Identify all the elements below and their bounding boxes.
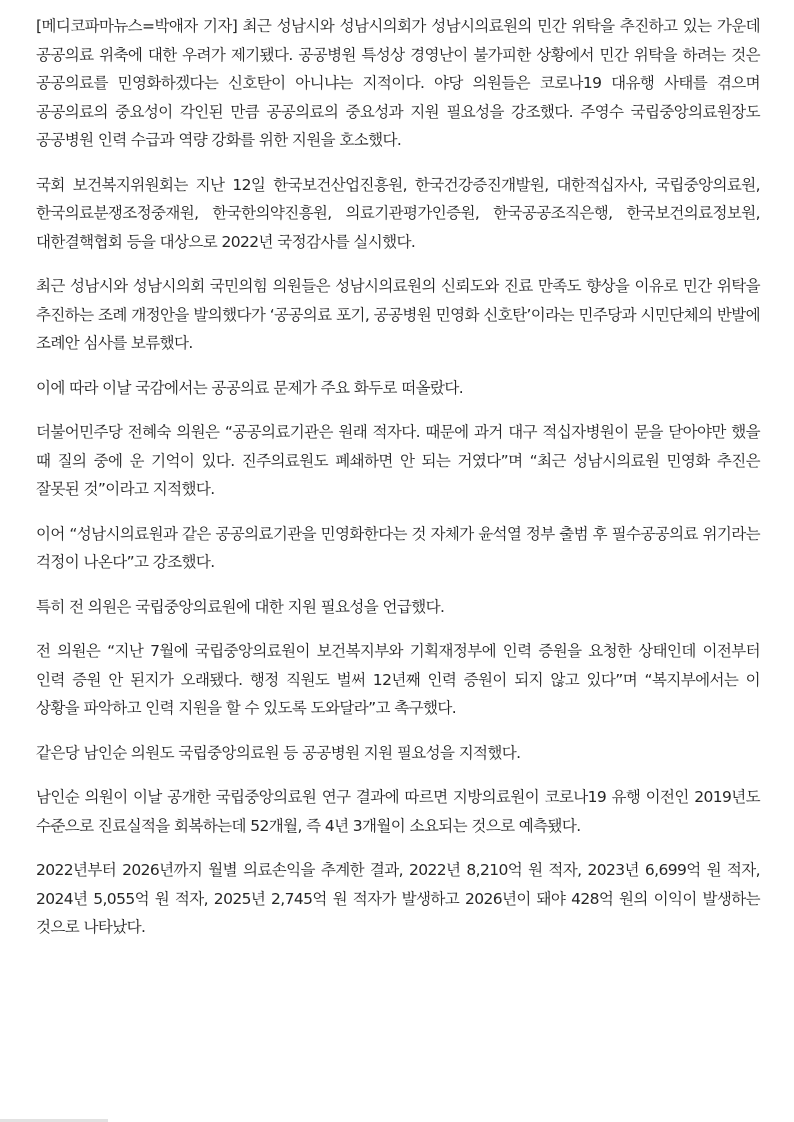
article-paragraph: 전 의원은 “지난 7월에 국립중앙의료원이 보건복지부와 기획재정부에 인력 증원을 요청한 상태인데 이전부터 인력 증원 안 된지가 오래됐다. 행정 직원도 벌써 12년째 인력 증원이 되지 않고 있다”며 “복지부에서는 이 상황을 파악하고 인력 지원을 할 수 있도록 도와달라”고 촉구했다. bbox=[36, 642, 760, 717]
article-paragraph: 이어 “성남시의료원과 같은 공공의료기관을 민영화한다는 것 자체가 윤석열 정부 출범 후 필수공공의료 위기라는 걱정이 나온다”고 강조했다. bbox=[36, 524, 760, 571]
article-paragraph-intro: [메디코파마뉴스=박애자 기자] 최근 성남시와 성남시의회가 성남시의료원의 민간 위탁을 추진하고 있는 가운데 공공의료 위축에 대한 우려가 제기됐다. 공공병원 특성상 경영난이 불가피한 상황에서 민간 위탁을 하려는 것은 공공의료를 민영화하겠다는 신호탄이 아니냐는 지적이다. 야당 의원들은 코로나19 대유행 사태를 겪으며 공공의료의 중요성이 각인된 만큼 공공의료의 중요성과 지원 필요성을 강조했다. 주영수 국립중앙의료원장도 공공병원 인력 수급과 역량 강화를 위한 지원을 호소했다. bbox=[36, 17, 760, 149]
article-body bbox=[36, 12, 760, 958]
article-paragraph: 더불어민주당 전혜숙 의원은 “공공의료기관은 원래 적자다. 때문에 과거 대구 적십자병원이 문을 닫아야만 했을 때 질의 중에 운 기억이 있다. 진주의료원도 폐쇄하면 안 되는 거였다”며 “최근 성남시의료원 민영화 추진은 잘못된 것”이라고 지적했다. bbox=[36, 423, 760, 498]
article-paragraph: 남인순 의원이 이날 공개한 국립중앙의료원 연구 결과에 따르면 지방의료원이 코로나19 유행 이전인 2019년도 수준으로 진료실적을 회복하는데 52개월, 즉 4년 3개월이 소요되는 것으로 예측됐다. bbox=[36, 788, 760, 835]
article-paragraph: 특히 전 의원은 국립중앙의료원에 대한 지원 필요성을 언급했다. bbox=[36, 597, 445, 616]
article-paragraph: 이에 따라 이날 국감에서는 공공의료 문제가 주요 화두로 떠올랐다. bbox=[36, 378, 464, 397]
article-paragraph: 국회 보건복지위원회는 지난 12일 한국보건산업진흥원, 한국건강증진개발원, 대한적십자사, 국립중앙의료원, 한국의료분쟁조정중재원, 한국한의약진흥원, 의료기관평가인증원, 한국공공조직은행, 한국보건의료정보원, 대한결핵협회 등을 대상으로 2022년 국정감사를 실시했다. bbox=[36, 175, 760, 251]
article-paragraph: 같은당 남인순 의원도 국립중앙의료원 등 공공병원 지원 필요성을 지적했다. bbox=[36, 743, 521, 762]
article-paragraph: 최근 성남시와 성남시의회 국민의힘 의원들은 성남시의료원의 신뢰도와 진료 만족도 향상을 이유로 민간 위탁을 추진하는 조례 개정안을 발의했다가 ‘공공의료 포기, 공공병원 민영화 신호탄’이라는 민주당과 시민단체의 반발에 조례안 심사를 보류했다. bbox=[36, 277, 760, 352]
article-paragraph: 2022년부터 2026년까지 월별 의료손익을 추계한 결과, 2022년 8,210억 원 적자, 2023년 6,699억 원 적자, 2024년 5,055억 원 적자, 2025년 2,745억 원 적자가 발생하고 2026년이 돼야 428억 원의 이익이 발생하는 것으로 나타났다. bbox=[36, 861, 760, 936]
